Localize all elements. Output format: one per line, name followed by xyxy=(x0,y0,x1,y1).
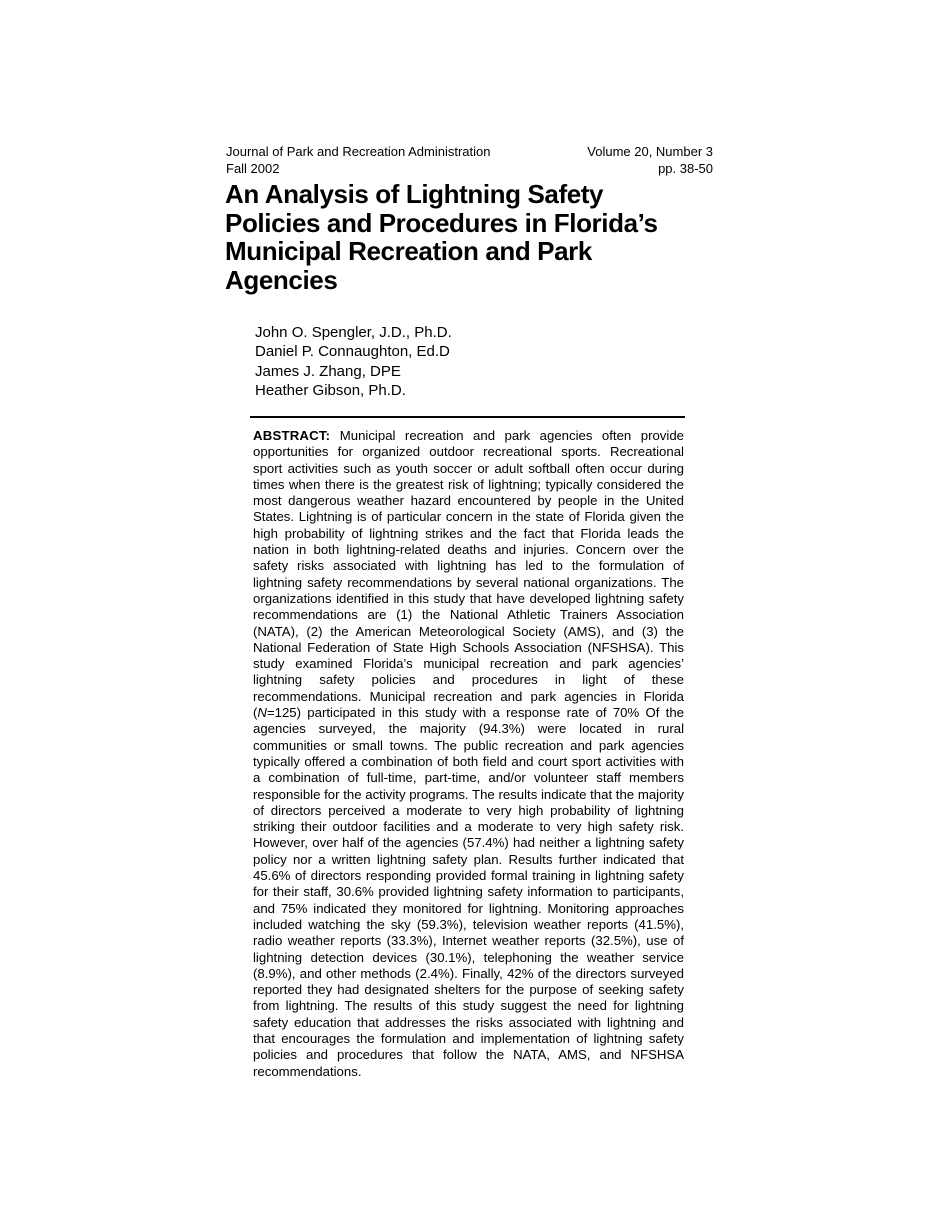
paper-title-line-2: Policies and Procedures in Florida’s xyxy=(225,207,658,238)
journal-page-range: pp. 38-50 xyxy=(658,161,713,176)
author-name-4: Heather Gibson, Ph.D. xyxy=(255,381,406,399)
abstract-label: ABSTRACT: xyxy=(253,428,331,443)
abstract-text-before-n: Municipal recreation and park agencies often provide opportunities for organized outdoor recreational sports. Recreational sport activities such as youth soccer or adult softball often occur during times when there is the greatest risk of lightning; typically considered the most dangerous weather hazard encountered by people in the United States. Lightning is of particular concern in the state of Florida given the high probability of lightning strikes and the fact that Florida leads the nation in both lightning-related deaths and injuries. Concern over the safety risks associated with lightning has led to the formulation of lightning safety recommendations by several national organizations. The organizations identified in this study that have developed lightning safety recommendations are (1) the National Athletic Trainers Association (NATA), (2) the American Meteorological Society (AMS), and (3) the National Federation of State High Schools Association (NFSHSA). This study examined Florida’s municipal recreation and park agencies’ lightning safety policies and procedures in light of these recommendations. Municipal recreation and park agencies in Florida ( xyxy=(253,428,684,721)
author-name-1: John O. Spengler, J.D., Ph.D. xyxy=(255,324,452,341)
abstract-text-after-n: =125) participated in this study with a response rate of 70% Of the agencies surveyed, the majority (94.3%) were located in rural communities or small towns. The public recreation and park agencies typically offered a combination of both field and court sport activities with a combination of full-time, part-time, and/or volunteer staff members responsible for the activity programs. The results indicate that the majority of directors perceived a moderate to very high probability of lightning striking their outdoor facilities and a moderate to very high safety risk. However, over half of the agencies (57.4%) had neither a lightning safety policy nor a written lightning safety plan. Results further indicated that 45.6% of directors responding provided formal training in lightning safety for their staff, 30.6% provided lightning safety information to participants, and 75% indicated they monitored for lightning. Monitoring approaches included watching the sky (59.3%), television weather reports (41.5%), radio weather reports (33.3%), Internet weather reports (32.5%), use of lightning detection devices (30.1%), telephoning the weather service (8.9%), and other methods (2.4%). Finally, 42% of the directors surveyed reported they had designated shelters for the purpose of seeking safety from lightning. The results of this study suggest the need for lightning safety education that addresses the risks associated with lightning and that encourages the formulation and implementation of lightning safety policies and procedures that follow the NATA, AMS, and NFSHSA recommendations. xyxy=(253,705,684,1079)
journal-header xyxy=(226,143,713,177)
divider-rule xyxy=(250,416,685,418)
paper-title xyxy=(225,180,765,294)
journal-volume: Volume 20, Number 3 xyxy=(587,144,713,159)
journal-header-right xyxy=(587,143,713,177)
paper-title-line-4: Agencies xyxy=(225,264,338,295)
author-list xyxy=(255,323,452,400)
journal-header-left xyxy=(226,143,490,177)
journal-name: Journal of Park and Recreation Administration xyxy=(226,144,491,159)
abstract-paragraph xyxy=(253,428,684,1080)
journal-issue-season: Fall 2002 xyxy=(226,161,280,176)
author-name-2: Daniel P. Connaughton, Ed.D xyxy=(255,343,450,361)
author-name-3: James J. Zhang, DPE xyxy=(255,362,401,380)
paper-title-line-3: Municipal Recreation and Park xyxy=(225,236,592,266)
abstract-n-italic: N xyxy=(257,705,267,721)
paper-title-line-1: An Analysis of Lightning Safety xyxy=(225,179,604,209)
